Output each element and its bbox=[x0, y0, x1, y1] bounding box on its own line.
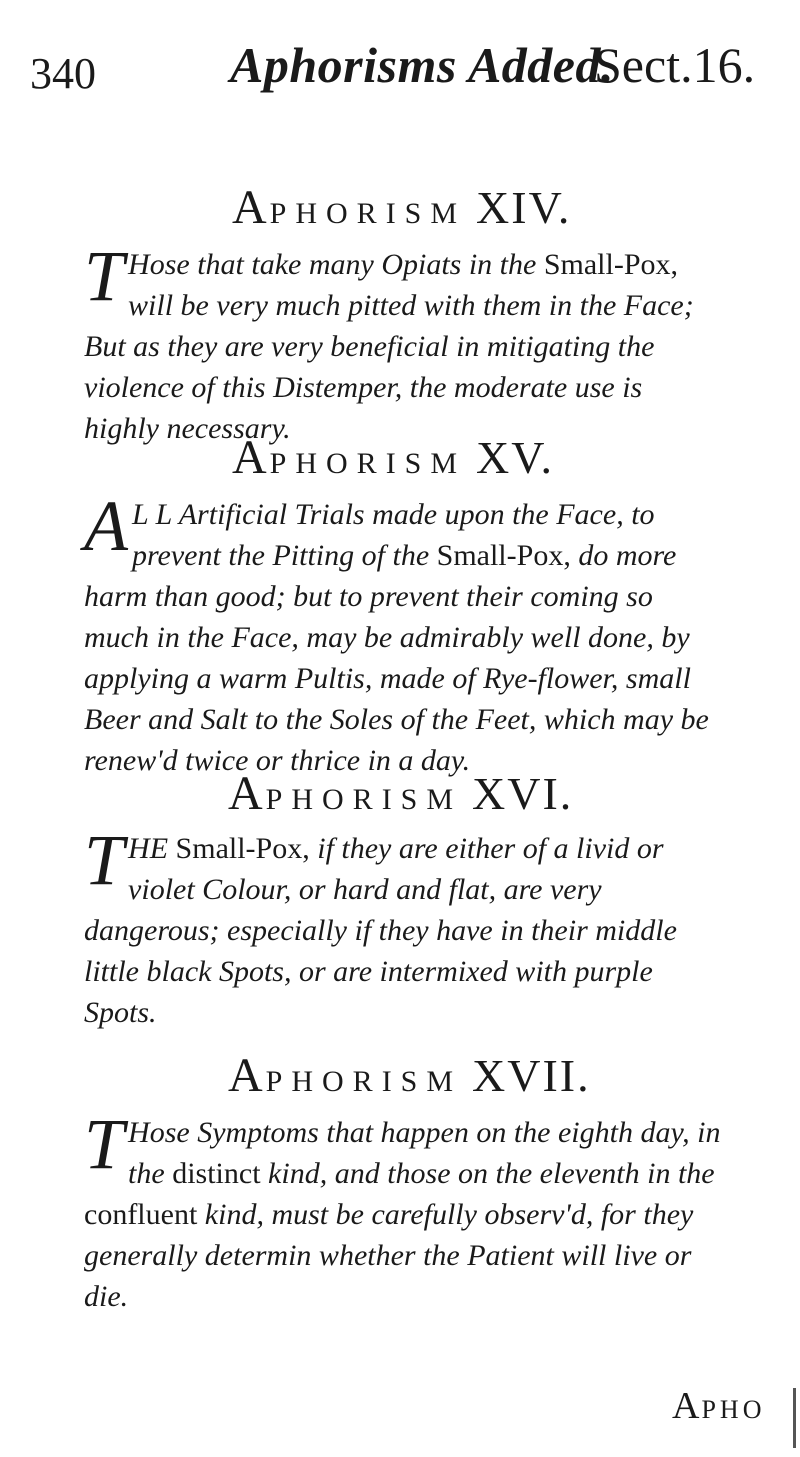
aphorism-heading-xvii: APHORISM XVII. bbox=[228, 1049, 591, 1102]
page-edge-shadow bbox=[793, 1388, 796, 1448]
drop-cap: A bbox=[84, 486, 128, 566]
aphorism-text-xv: A L L Artificial Trials made upon the Face, to prevent the Pitting of the Small-Pox, do more harm than good; but to prevent their coming so much in the Face, may be admirably well done, by applying a warm Pultis, made of Rye-flower, small Beer and Salt to the Soles of the Feet, which may be renew'd twice or thrice in a day. bbox=[84, 486, 709, 777]
aphorism-heading-xiv: APHORISM XIV. bbox=[232, 181, 572, 234]
drop-cap: T bbox=[84, 820, 125, 900]
drop-cap: T bbox=[84, 236, 125, 316]
section-mark: Sect.16. bbox=[594, 37, 756, 93]
aphorism-text-xiv: T Hose that take many Opiats in the Small-Pox, will be very much pitted with them in the Face; But as they are very beneficial in mitigating the violence of this Distemper, the moderate use is highly necessary. bbox=[84, 236, 694, 445]
aphorism-heading-xv: APHORISM XV. bbox=[232, 431, 555, 484]
drop-cap: T bbox=[84, 1104, 125, 1184]
catchword: APHO bbox=[672, 1385, 766, 1427]
aphorism-text-xvi: THE Small-Pox, if they are either of a livid or violet Colour, or hard and flat, are very dangerous; especially if they have in their middle little black Spots, or are intermixed with purple Spots. bbox=[84, 820, 677, 1029]
aphorism-heading-xvi: APHORISM XVI. bbox=[228, 767, 574, 820]
running-head bbox=[30, 36, 770, 96]
page-number: 340 bbox=[30, 49, 96, 98]
running-title: Aphorisms Added. bbox=[230, 37, 615, 93]
aphorism-text-xvii: T Hose Symptoms that happen on the eighth day, in the distinct kind, and those on the eleventh in the confluent kind, must be carefully observ'd, for they generally determin whether the Patient will live or die. bbox=[84, 1104, 721, 1313]
